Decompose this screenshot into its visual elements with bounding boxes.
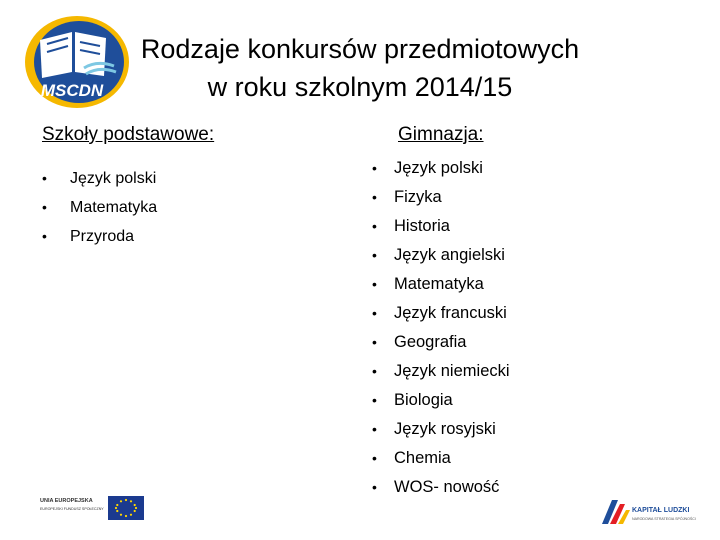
gymnasium-heading: Gimnazja: xyxy=(398,124,484,145)
bullet-icon: • xyxy=(372,421,377,437)
bullet-icon: • xyxy=(372,247,377,263)
title-line-1: Rodzaje konkursów przedmiotowych xyxy=(140,34,580,64)
bullet-icon: • xyxy=(42,228,47,244)
bullet-icon: • xyxy=(372,479,377,495)
kl-logo-subtext: NARODOWA STRATEGIA SPÓJNOŚCI xyxy=(632,517,696,521)
bullet-icon: • xyxy=(372,334,377,350)
eu-logo-subtext: EUROPEJSKI FUNDUSZ SPOŁECZNY xyxy=(40,507,104,511)
bullet-icon: • xyxy=(372,305,377,321)
mscdn-logo-text: MSCDN xyxy=(40,81,104,100)
bullet-icon: • xyxy=(42,170,47,186)
slide: MSCDN Rodzaje konkursów przedmiotowych w roku szkolnym 2014/15 Szkoły podstawowe: Gimnazja: • Język polski • Matematyka • Przyroda • Język polski • Fizyka • Historia • Język angielski • Matematyka • Język francuski • Geografia • Język niemiecki • Biologia • Język rosyjski • Chemia • WOS- nowość UNIA EUROPEJSKA EUROPEJSKI FUNDUSZ SPOŁECZNY KAPITAŁ LUDZKI NARODOWA STRATEGIA SPÓJNOŚCI xyxy=(0,0,720,540)
kl-logo-text: KAPITAŁ LUDZKI xyxy=(632,507,690,514)
bullet-icon: • xyxy=(372,218,377,234)
title-line-2: w roku szkolnym 2014/15 xyxy=(207,72,513,102)
bullet-icon: • xyxy=(372,363,377,379)
primary-schools-heading: Szkoły podstawowe: xyxy=(42,124,215,145)
bullet-icon: • xyxy=(42,199,47,215)
slide-title xyxy=(0,30,720,106)
bullet-icon: • xyxy=(372,276,377,292)
bullet-icon: • xyxy=(372,392,377,408)
kapital-ludzki-logo xyxy=(598,494,696,528)
bullet-icon: • xyxy=(372,450,377,466)
eu-flag-logo xyxy=(38,494,146,522)
bullet-icon: • xyxy=(372,160,377,176)
bullet-icon: • xyxy=(372,189,377,205)
eu-logo-text: UNIA EUROPEJSKA xyxy=(40,498,93,504)
